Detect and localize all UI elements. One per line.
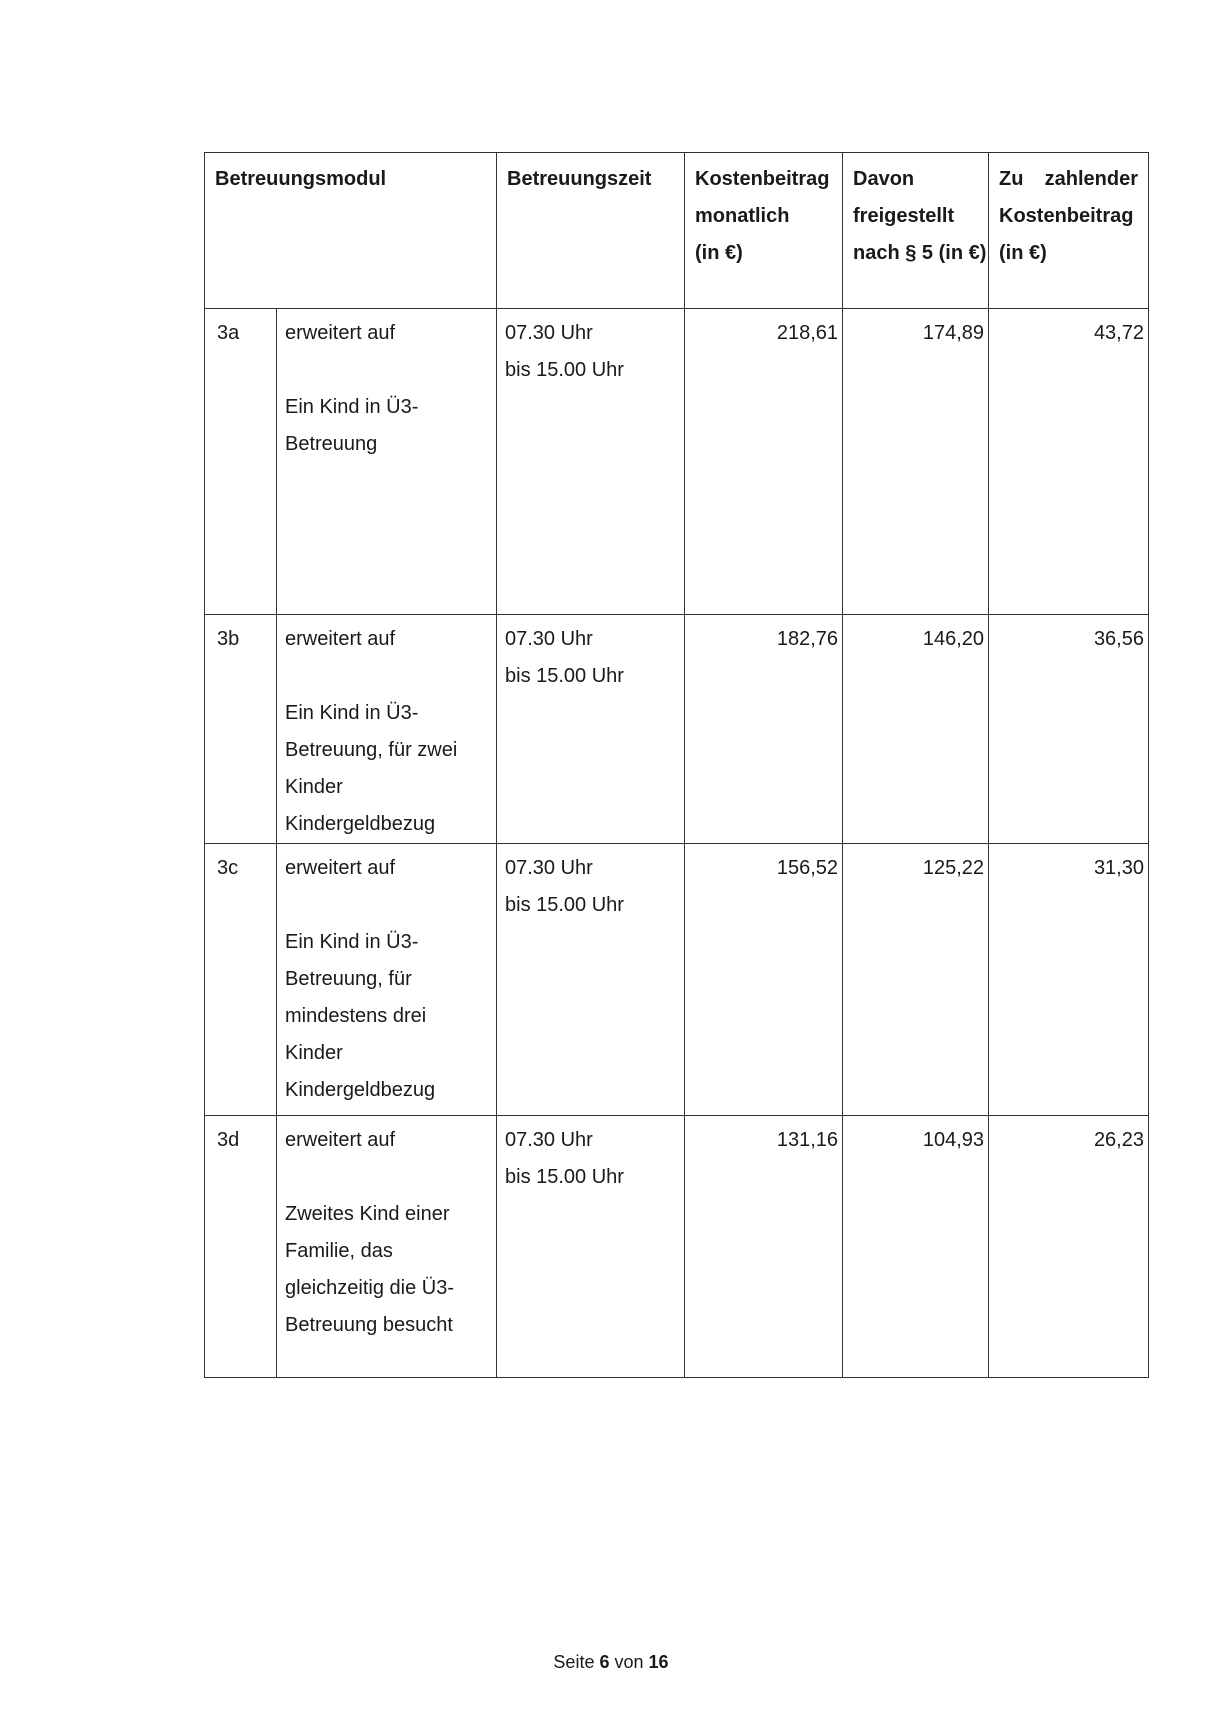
row-time: 07.30 Uhr bis 15.00 Uhr xyxy=(497,615,685,844)
row-cost: 131,16 xyxy=(685,1116,843,1378)
row-time: 07.30 Uhr bis 15.00 Uhr xyxy=(497,844,685,1116)
row-payable: 43,72 xyxy=(989,309,1149,615)
row-exempt: 104,93 xyxy=(843,1116,989,1378)
row-description: erweitert auf Ein Kind in Ü3- Betreuung, für zwei Kinder Kindergeldbezug xyxy=(277,615,497,844)
row-payable: 36,56 xyxy=(989,615,1149,844)
header-payable: Zu zahlender Kostenbeitrag (in €) xyxy=(989,153,1149,309)
header-time: Betreuungszeit xyxy=(497,153,685,309)
row-description: erweitert auf Zweites Kind einer Familie, das gleichzeitig die Ü3- Betreuung besucht xyxy=(277,1116,497,1378)
table-header-row xyxy=(205,153,1149,309)
header-module: Betreuungsmodul xyxy=(205,153,497,309)
footer-page-number: 6 xyxy=(599,1652,610,1672)
row-code: 3b xyxy=(205,615,277,844)
row-code: 3a xyxy=(205,309,277,615)
table-row xyxy=(205,309,1149,615)
row-code: 3c xyxy=(205,844,277,1116)
row-time: 07.30 Uhr bis 15.00 Uhr xyxy=(497,309,685,615)
header-exempt: Davon freigestellt nach § 5 (in €) xyxy=(843,153,989,309)
header-cost: Kostenbeitrag monatlich (in €) xyxy=(685,153,843,309)
footer-prefix: Seite xyxy=(553,1652,595,1672)
row-code: 3d xyxy=(205,1116,277,1378)
page-footer xyxy=(0,1652,1222,1673)
row-cost: 218,61 xyxy=(685,309,843,615)
row-payable: 31,30 xyxy=(989,844,1149,1116)
row-description: erweitert auf Ein Kind in Ü3- Betreuung xyxy=(277,309,497,615)
row-description: erweitert auf Ein Kind in Ü3- Betreuung, für mindestens drei Kinder Kindergeldbezug xyxy=(277,844,497,1116)
row-exempt: 125,22 xyxy=(843,844,989,1116)
row-cost: 156,52 xyxy=(685,844,843,1116)
footer-middle: von xyxy=(614,1652,644,1672)
fee-table xyxy=(204,152,1149,1378)
table-row xyxy=(205,844,1149,1116)
row-exempt: 146,20 xyxy=(843,615,989,844)
table-row xyxy=(205,615,1149,844)
row-time: 07.30 Uhr bis 15.00 Uhr xyxy=(497,1116,685,1378)
table-row xyxy=(205,1116,1149,1378)
footer-total-pages: 16 xyxy=(648,1652,669,1672)
row-payable: 26,23 xyxy=(989,1116,1149,1378)
row-cost: 182,76 xyxy=(685,615,843,844)
row-exempt: 174,89 xyxy=(843,309,989,615)
